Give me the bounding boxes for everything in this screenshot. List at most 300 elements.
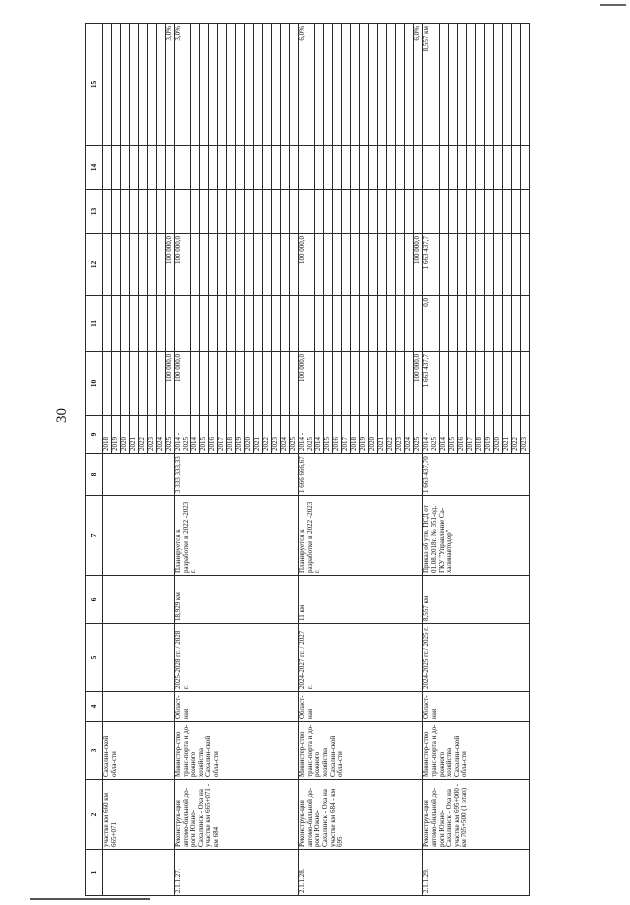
col15-value: 6,0% [299,24,315,146]
col13-value [272,190,281,234]
year-cell: 2014 - 2025 [299,416,315,454]
scan-mark [30,898,150,900]
year-cell: 2019 [112,416,121,454]
year-cell: 2023 [148,416,157,454]
col11-value [520,296,529,352]
col12-value [360,234,369,296]
header-row [86,24,103,896]
year-cell: 2023 [272,416,281,454]
col13-value [466,190,475,234]
row-id: 2.1.1.29. [423,850,529,896]
col15-value [466,24,475,146]
col14-value [209,146,218,190]
col13-value [103,190,112,234]
col15-value [378,24,387,146]
col15-value [396,24,405,146]
col12-value [439,234,448,296]
col12-value [281,234,290,296]
col11-value [333,296,342,352]
col14-value [360,146,369,190]
col10-value [324,352,333,416]
col11-value [360,296,369,352]
column-header-13: 13 [86,190,103,234]
col13-value [112,190,121,234]
col13-value [121,190,130,234]
col13-value [333,190,342,234]
col14-value [191,146,200,190]
col14-value [166,146,175,190]
column-header-10: 10 [86,352,103,416]
col15-value [324,24,333,146]
col10-value [484,352,493,416]
col11-value [121,296,130,352]
col10-value: 1 663 437,7 [423,352,439,416]
col10-value [439,352,448,416]
col15-value [112,24,121,146]
col10-value [351,352,360,416]
col15-value [448,24,457,146]
col13-value [493,190,502,234]
col11-value [281,296,290,352]
col13-value [324,190,333,234]
col10-value [139,352,148,416]
col12-value [475,234,484,296]
col10-value [493,352,502,416]
col10-value [130,352,139,416]
documents: Планируется к разработке в 2022 -2023 г. [175,496,299,576]
year-cell: 2020 [493,416,502,454]
year-cell: 2019 [236,416,245,454]
responsible: Министер-ство транс-порта и до-рожного хозяйства Сахалин-ской обла-сти [299,722,423,780]
col12-value [200,234,209,296]
year-cell: 2021 [502,416,511,454]
col14-value [484,146,493,190]
col14-value [157,146,166,190]
year-cell: 2024 [281,416,290,454]
year-cell: 2020 [369,416,378,454]
year-cell: 2024 [157,416,166,454]
col15-value [139,24,148,146]
col11-value [351,296,360,352]
col11-value [396,296,405,352]
col14-value [272,146,281,190]
column-header-7: 7 [86,496,103,576]
col15-value [200,24,209,146]
col14-value [121,146,130,190]
column-header-3: 3 [86,722,103,780]
col15-value [263,24,272,146]
col15-value [315,24,324,146]
col12-value [209,234,218,296]
year-cell: 2014 - 2025 [423,416,439,454]
documents: Планируется к разработке в 2022 -2023 г. [299,496,423,576]
col15-value [254,24,263,146]
capacity [103,576,175,624]
col14-value [396,146,405,190]
col15-value [333,24,342,146]
col11-value [191,296,200,352]
col11-value [387,296,396,352]
col11-value [227,296,236,352]
col11-value [405,296,414,352]
ownership: Област-ная [423,692,529,722]
col12-value [121,234,130,296]
year-cell: 2017 [218,416,227,454]
column-header-1: 1 [86,850,103,896]
col15-value [342,24,351,146]
col10-value: 100 000,0 [166,352,175,416]
col11-value [245,296,254,352]
col12-value [227,234,236,296]
col15-value [272,24,281,146]
col12-value [520,234,529,296]
col14-value [139,146,148,190]
col12-value: 100 000,0 [414,234,423,296]
col13-value [396,190,405,234]
col13-value [209,190,218,234]
year-cell: 2014 - 2025 [175,416,191,454]
col10-value [502,352,511,416]
col10-value [315,352,324,416]
col11-value [511,296,520,352]
col11-value [112,296,121,352]
col15-value [245,24,254,146]
scan-mark-top [600,4,626,6]
col11-value [272,296,281,352]
col10-value [475,352,484,416]
column-header-2: 2 [86,780,103,850]
page-number: 30 [54,408,70,423]
year-cell: 2025 [414,416,423,454]
col11-value [315,296,324,352]
table-row [175,24,191,896]
col13-value [130,190,139,234]
col11-value [175,296,191,352]
period [103,624,175,692]
col11-value [299,296,315,352]
col15-value [387,24,396,146]
year-cell: 2022 [511,416,520,454]
col13-value [254,190,263,234]
col14-value [439,146,448,190]
col13-value [360,190,369,234]
year-cell: 2017 [466,416,475,454]
col13-value [315,190,324,234]
col10-value [369,352,378,416]
col13-value [290,190,299,234]
column-header-12: 12 [86,234,103,296]
col10-value [520,352,529,416]
col10-value: 100 000,0 [299,352,315,416]
col12-value [493,234,502,296]
col10-value [272,352,281,416]
table-body [86,24,530,896]
table-row [423,24,439,896]
col11-value [502,296,511,352]
col14-value [281,146,290,190]
column-header-4: 4 [86,692,103,722]
col13-value [448,190,457,234]
col13-value [520,190,529,234]
col10-value [511,352,520,416]
col13-value [299,190,315,234]
col12-value [369,234,378,296]
column-header-5: 5 [86,624,103,692]
col14-value [315,146,324,190]
col14-value [502,146,511,190]
year-cell: 2021 [378,416,387,454]
year-cell: 2020 [245,416,254,454]
col10-value [245,352,254,416]
col12-value [139,234,148,296]
year-cell: 2016 [209,416,218,454]
year-cell: 2018 [227,416,236,454]
col13-value [148,190,157,234]
responsible: Министер-ство транс-порта и до-рожного хозяйства Сахалин-ской обла-сти [423,722,529,780]
col12-value [466,234,475,296]
object-name: Реконструк-ция автомо-бильной до-роги Южно-Сахалинск - Оха на участке км 665+071 - км 684 [175,780,299,850]
col13-value [218,190,227,234]
col10-value [254,352,263,416]
period: 2024-2025 гг./ 2025 г. [423,624,529,692]
responsible: Сахалин-ской обла-сти [103,722,175,780]
col11-value [369,296,378,352]
col13-value [387,190,396,234]
col15-value [511,24,520,146]
col15-value: 8,557 км [423,24,439,146]
col15-value [281,24,290,146]
col13-value [502,190,511,234]
col10-value [333,352,342,416]
col15-value [360,24,369,146]
col13-value [414,190,423,234]
col13-value [378,190,387,234]
program-table [85,23,530,896]
col14-value [378,146,387,190]
col14-value [448,146,457,190]
col13-value [423,190,439,234]
col11-value [148,296,157,352]
col14-value [342,146,351,190]
col14-value [236,146,245,190]
col10-value [209,352,218,416]
col14-value [369,146,378,190]
col10-value [218,352,227,416]
col10-value [387,352,396,416]
estimated-cost: 1 666 666,67 [299,454,423,496]
col12-value [324,234,333,296]
col12-value [112,234,121,296]
col13-value [175,190,191,234]
period: 2025-2028 гг. / 2028 г. [175,624,299,692]
col14-value [290,146,299,190]
table-row [299,24,315,896]
col15-value [475,24,484,146]
col15-value [457,24,466,146]
col10-value [121,352,130,416]
col12-value [387,234,396,296]
year-cell: 2018 [475,416,484,454]
col15-value [439,24,448,146]
ownership: Област-ная [299,692,423,722]
col12-value [236,234,245,296]
col14-value [263,146,272,190]
col13-value [475,190,484,234]
col10-value [103,352,112,416]
col10-value [281,352,290,416]
col14-value [245,146,254,190]
col12-value [342,234,351,296]
year-cell: 2015 [200,416,209,454]
col10-value [378,352,387,416]
year-cell: 2019 [360,416,369,454]
col14-value [299,146,315,190]
col13-value [139,190,148,234]
col11-value [466,296,475,352]
col15-value [502,24,511,146]
col14-value [103,146,112,190]
col13-value [281,190,290,234]
col14-value [511,146,520,190]
ownership: Област-ная [175,692,299,722]
col14-value [333,146,342,190]
row-id: 2.1.1.28. [299,850,423,896]
col11-value: 0,0 [423,296,439,352]
col14-value [405,146,414,190]
responsible: Министер-ство транс-порта и до-рожного хозяйства Сахалин-ской обла-сти [175,722,299,780]
col10-value [191,352,200,416]
object-name: Реконструк-ция автомо-бильной до-роги Южно-Сахалинск - Оха на участке км 684 - км 695 [299,780,423,850]
col11-value [209,296,218,352]
col11-value [236,296,245,352]
col15-value [405,24,414,146]
col13-value [263,190,272,234]
col11-value [166,296,175,352]
estimated-cost [103,454,175,496]
col13-value [457,190,466,234]
col12-value: 1 663 437,7 [423,234,439,296]
estimated-cost: 1 663 437,70 [423,454,529,496]
column-header-14: 14 [86,146,103,190]
col10-value: 100 000,0 [414,352,423,416]
col13-value [439,190,448,234]
col13-value [351,190,360,234]
col13-value [369,190,378,234]
col13-value [511,190,520,234]
year-cell: 2016 [333,416,342,454]
year-cell: 2014 [191,416,200,454]
col12-value [351,234,360,296]
year-cell: 2023 [520,416,529,454]
col14-value [227,146,236,190]
col11-value [378,296,387,352]
year-cell: 2024 [405,416,414,454]
year-cell: 2021 [254,416,263,454]
col15-value [103,24,112,146]
year-cell: 2017 [342,416,351,454]
col11-value [218,296,227,352]
col14-value [466,146,475,190]
year-cell: 2022 [139,416,148,454]
year-cell: 2015 [448,416,457,454]
col15-value [236,24,245,146]
col14-value [112,146,121,190]
col14-value [351,146,360,190]
col15-value [157,24,166,146]
col15-value: 3,0% [175,24,191,146]
col12-value [484,234,493,296]
col12-value [511,234,520,296]
year-cell: 2020 [121,416,130,454]
documents: Приказ об утв. ПСД от 01.08.2018г. № 351-од, ГКУ "Управление Са-халинавтодор" [423,496,529,576]
documents [103,496,175,576]
ownership [103,692,175,722]
col14-value [387,146,396,190]
estimated-cost: 3 333 333,33 [175,454,299,496]
col12-value [315,234,324,296]
year-cell: 2023 [396,416,405,454]
col10-value [227,352,236,416]
col10-value [466,352,475,416]
col15-value [351,24,360,146]
table-viewport [85,24,528,896]
col13-value [200,190,209,234]
col14-value [520,146,529,190]
col11-value [290,296,299,352]
col11-value [448,296,457,352]
col11-value [103,296,112,352]
table-row [103,24,112,896]
col12-value [263,234,272,296]
column-header-11: 11 [86,296,103,352]
col15-value [148,24,157,146]
year-cell: 2015 [324,416,333,454]
col14-value [130,146,139,190]
col10-value [112,352,121,416]
row-id: 2.1.1.27. [175,850,299,896]
col15-value [209,24,218,146]
col14-value [175,146,191,190]
col11-value [139,296,148,352]
col14-value [457,146,466,190]
col13-value [484,190,493,234]
col10-value [448,352,457,416]
col15-value [484,24,493,146]
col10-value [200,352,209,416]
col14-value [493,146,502,190]
col13-value [227,190,236,234]
year-cell: 2019 [484,416,493,454]
col15-value [227,24,236,146]
col11-value [157,296,166,352]
year-cell: 2014 [439,416,448,454]
column-header-6: 6 [86,576,103,624]
col12-value: 100 000,0 [299,234,315,296]
col10-value: 100 000,0 [175,352,191,416]
col14-value [200,146,209,190]
col15-value [290,24,299,146]
col12-value [103,234,112,296]
col14-value [475,146,484,190]
col15-value [369,24,378,146]
col13-value [191,190,200,234]
col12-value [448,234,457,296]
col10-value [263,352,272,416]
col12-value [148,234,157,296]
col12-value [272,234,281,296]
year-cell: 2018 [103,416,112,454]
capacity: 18,929 км [175,576,299,624]
